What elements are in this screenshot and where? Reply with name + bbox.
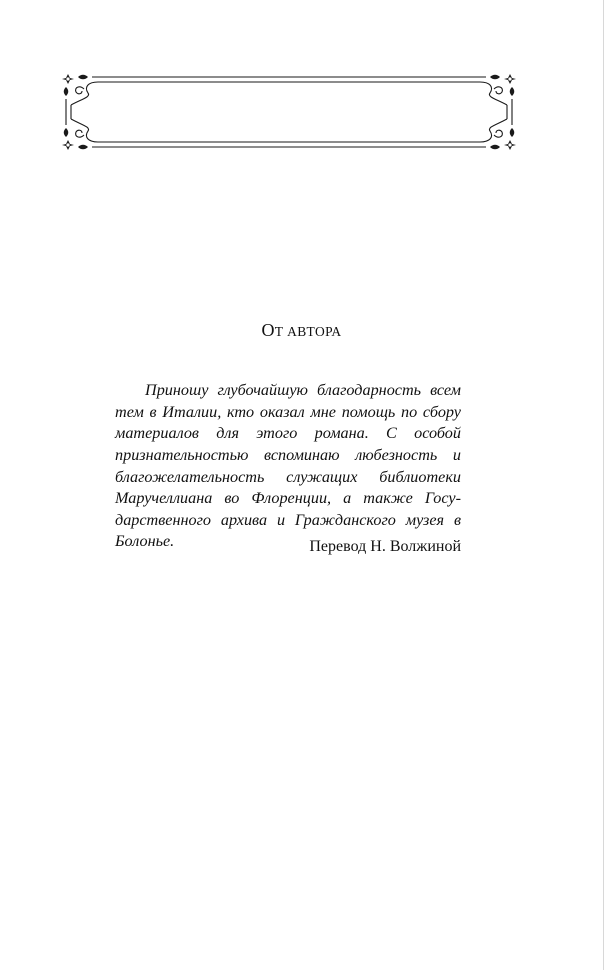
page-edge	[603, 0, 604, 970]
heading-rest: Т АВТОРА	[274, 324, 342, 339]
ornamental-frame-icon	[62, 73, 516, 151]
acknowledgment-paragraph: Приношу глубочайшую благодарность всем тем в Италии, кто оказал мне помощь по сбору материалов для этого романа. С особой признательностью вспоминаю любезность и благожелательность служащих библиотеки Маручеллиана во Флоренции, а также Государственного архива и Гражданского музея в Болонье.	[115, 381, 461, 551]
section-heading	[0, 320, 603, 341]
heading-initial: О	[261, 320, 275, 340]
translator-credit: Перевод Н. Волжиной	[309, 538, 461, 555]
